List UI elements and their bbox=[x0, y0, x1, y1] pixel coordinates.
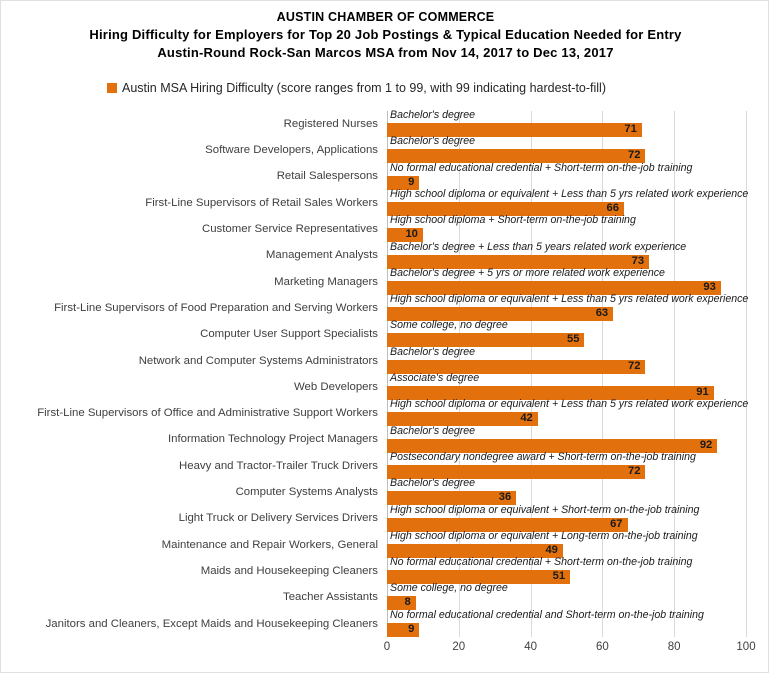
category-label: Customer Service Representatives bbox=[202, 223, 378, 236]
category-label: Software Developers, Applications bbox=[205, 144, 378, 157]
bar-value-label: 63 bbox=[595, 307, 609, 320]
education-annotation: High school diploma or equivalent + Less than 5 yrs related work experience bbox=[390, 398, 749, 411]
bar-value-label: 73 bbox=[631, 254, 645, 267]
category-label: Computer User Support Specialists bbox=[200, 328, 378, 341]
bar-row bbox=[1, 608, 769, 637]
bar-value-label: 9 bbox=[408, 175, 415, 188]
education-annotation: Bachelor's degree bbox=[390, 477, 476, 490]
bar-value-label: 51 bbox=[552, 570, 566, 583]
category-label: Network and Computer Systems Administrators bbox=[138, 354, 378, 367]
x-axis-tick-label: 60 bbox=[595, 641, 609, 653]
bar-row bbox=[1, 216, 769, 242]
bar-value-label: 92 bbox=[699, 438, 713, 451]
bar-row bbox=[1, 137, 769, 163]
bar-row bbox=[1, 187, 769, 216]
bar-value-label: 93 bbox=[703, 280, 716, 293]
bar-rows-container bbox=[1, 111, 769, 637]
bar-value-label: 72 bbox=[628, 359, 641, 372]
bar-value-label: 9 bbox=[408, 622, 415, 635]
category-label: Information Technology Project Managers bbox=[168, 433, 378, 446]
bar-value-label: 67 bbox=[610, 517, 623, 530]
bar-row bbox=[1, 266, 769, 295]
chart-title-subtitle: Austin-Round Rock-San Marcos MSA from Nov 14, 2017 to Dec 13, 2017 bbox=[157, 45, 614, 61]
category-label: First-Line Supervisors of Office and Administrative Support Workers bbox=[37, 407, 378, 420]
bar-row bbox=[1, 450, 769, 479]
bar-row bbox=[1, 584, 769, 610]
bar-value-label: 91 bbox=[696, 386, 709, 398]
x-axis-tick-label: 20 bbox=[452, 641, 466, 653]
chart-title-main: Hiring Difficulty for Employers for Top 20 Job Postings & Typical Education Needed for Entry bbox=[89, 27, 682, 43]
x-axis bbox=[383, 637, 756, 659]
x-axis-tick-label: 80 bbox=[667, 641, 681, 653]
bar-value-label: 66 bbox=[606, 201, 619, 214]
bar-value-label: 72 bbox=[628, 149, 641, 162]
education-annotation: Bachelor's degree + 5 yrs or more related work experience bbox=[390, 266, 665, 279]
category-label: First-Line Supervisors of Retail Sales Workers bbox=[145, 196, 378, 209]
bar-value-label: 42 bbox=[520, 412, 533, 425]
bar-value-label: 72 bbox=[628, 464, 641, 477]
bar-value-label: 49 bbox=[545, 543, 558, 556]
education-annotation: No formal educational credential + Short-term on-the-job training bbox=[390, 161, 693, 174]
bar-row bbox=[1, 161, 769, 190]
bar-value-label: 10 bbox=[405, 228, 418, 241]
bar-row bbox=[1, 400, 769, 426]
bar-value-label: 55 bbox=[566, 333, 580, 346]
x-axis-tick-label: 40 bbox=[524, 641, 537, 653]
bar-row bbox=[1, 558, 769, 584]
category-label: Maintenance and Repair Workers, General bbox=[161, 538, 378, 551]
education-annotation: Bachelor's degree bbox=[390, 109, 476, 121]
bar-row bbox=[1, 240, 769, 269]
legend-label: Austin MSA Hiring Difficulty (score ranges from 1 to 99, with 99 indicating hardest-to-fill) bbox=[122, 81, 606, 95]
category-label: Light Truck or Delivery Services Drivers bbox=[178, 512, 378, 525]
category-label: Web Developers bbox=[294, 380, 378, 393]
category-label: Registered Nurses bbox=[283, 117, 378, 130]
bar-value-label: 8 bbox=[404, 596, 411, 609]
education-annotation: High school diploma + Short-term on-the-job training bbox=[390, 214, 636, 227]
education-annotation: Bachelor's degree bbox=[390, 135, 476, 148]
bar-row bbox=[1, 503, 769, 532]
category-label: Janitors and Cleaners, Except Maids and Housekeeping Cleaners bbox=[45, 617, 378, 630]
education-annotation: High school diploma or equivalent + Long-term on-the-job training bbox=[390, 529, 698, 542]
education-annotation: Bachelor's degree + Less than 5 years related work experience bbox=[390, 240, 687, 253]
bar-row bbox=[1, 424, 769, 453]
bar-value-label: 71 bbox=[624, 123, 637, 135]
education-annotation: Associate's degree bbox=[390, 372, 480, 384]
bar-row bbox=[1, 529, 769, 558]
bar-row bbox=[1, 321, 769, 347]
legend-swatch-icon bbox=[107, 83, 117, 93]
bar-row bbox=[1, 479, 769, 505]
bar-row bbox=[1, 295, 769, 321]
category-label: Teacher Assistants bbox=[283, 591, 378, 604]
education-annotation: High school diploma or equivalent + Less than 5 yrs related work experience bbox=[390, 187, 749, 200]
category-label: Retail Salespersons bbox=[276, 170, 378, 183]
bar-row bbox=[1, 374, 769, 400]
chart-title-block bbox=[1, 9, 769, 62]
bar-row bbox=[1, 111, 769, 137]
education-annotation: Bachelor's degree bbox=[390, 424, 476, 437]
education-annotation: High school diploma or equivalent + Less than 5 yrs related work experience bbox=[390, 293, 749, 306]
bar-value-label: 36 bbox=[498, 491, 512, 504]
category-label: First-Line Supervisors of Food Preparation and Serving Workers bbox=[54, 301, 378, 314]
chart-title-organization: AUSTIN CHAMBER OF COMMERCE bbox=[276, 10, 495, 24]
category-label: Computer Systems Analysts bbox=[235, 486, 378, 499]
education-annotation: Some college, no degree bbox=[390, 582, 508, 595]
category-label: Management Analysts bbox=[265, 249, 378, 262]
education-annotation: Postsecondary nondegree award + Short-term on-the-job training bbox=[390, 450, 696, 463]
education-annotation: Some college, no degree bbox=[390, 319, 508, 332]
education-annotation: No formal educational credential + Short-term on-the-job training bbox=[390, 556, 693, 569]
category-label: Marketing Managers bbox=[274, 275, 378, 288]
bar-row bbox=[1, 345, 769, 374]
chart-legend bbox=[1, 81, 769, 95]
x-axis-tick-label: 0 bbox=[383, 641, 391, 653]
category-label: Maids and Housekeeping Cleaners bbox=[200, 564, 378, 577]
education-annotation: No formal educational credential and Short-term on-the-job training bbox=[390, 608, 704, 621]
education-annotation: High school diploma or equivalent + Short-term on-the-job training bbox=[390, 503, 700, 516]
category-label: Heavy and Tractor-Trailer Truck Drivers bbox=[179, 459, 378, 472]
x-axis-tick-label: 100 bbox=[736, 641, 756, 653]
education-annotation: Bachelor's degree bbox=[390, 345, 476, 358]
